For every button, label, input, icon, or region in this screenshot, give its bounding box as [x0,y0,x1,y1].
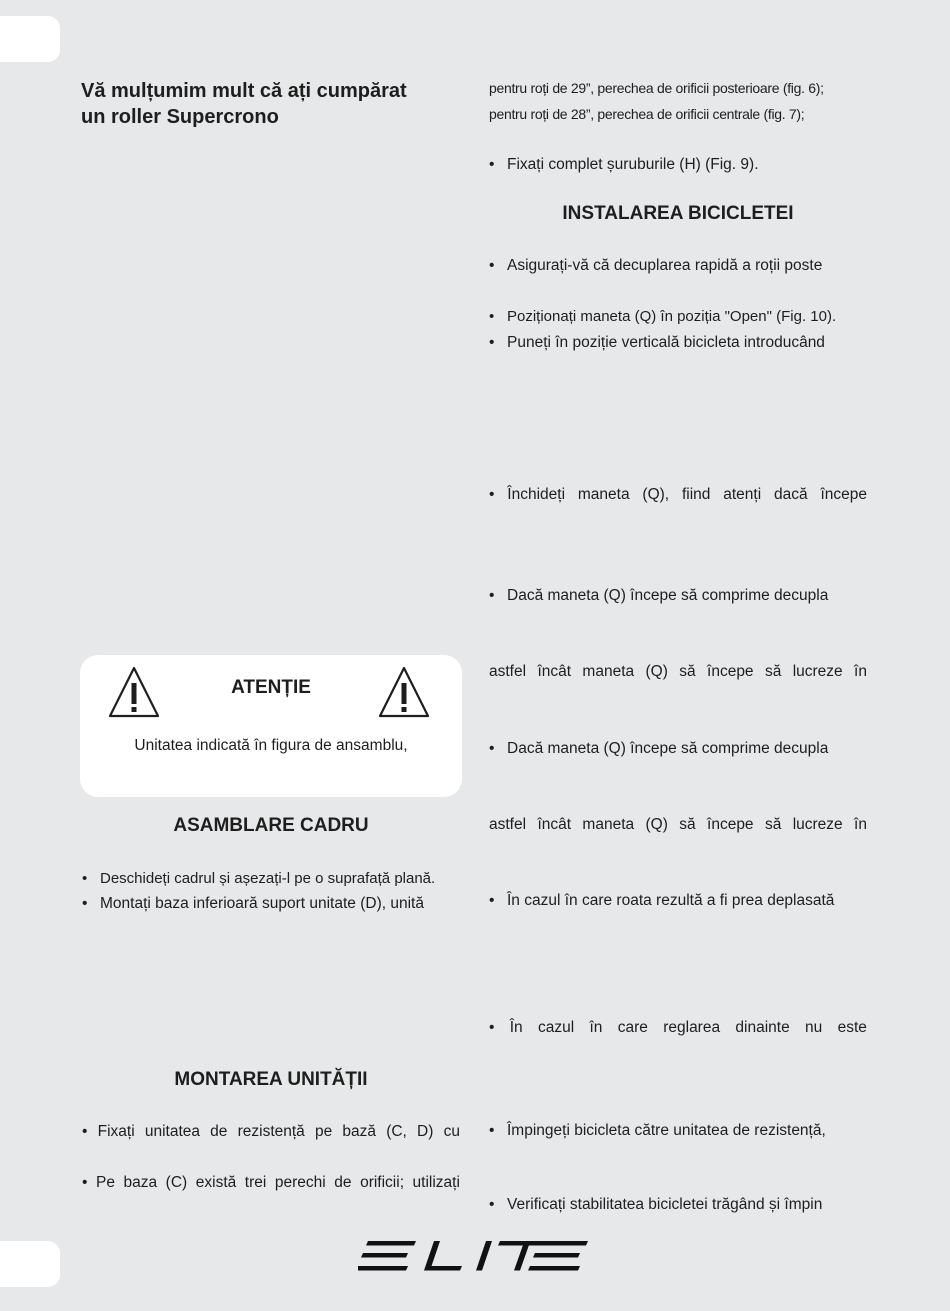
word: să [764,663,782,680]
word: reglarea [663,1019,721,1036]
word: astfel [489,816,527,833]
word: cazul [538,1019,575,1036]
install-bullet-6: • Dacă maneta (Q) începe să comprime decupla [507,740,828,758]
warning-box [80,655,462,797]
install-bullet-7: • În cazul în care roata rezultă a fi prea deplasată [507,892,834,910]
word: astfel [489,663,527,680]
word: (Q), [642,486,670,503]
word: de [210,1123,228,1140]
word: cu [443,1123,460,1140]
elite-logo [358,1239,588,1273]
word: perechi [274,1174,326,1191]
word: rezistență [237,1123,305,1140]
word: care [617,1019,648,1036]
unit-bullet-2 [82,1174,460,1192]
word: (Q) [645,816,668,833]
install-bullet-2: • Poziționați maneta (Q) în poziția "Open" (Fig. 10). [507,308,836,325]
page-tab-top [0,16,60,62]
word: D) [417,1123,434,1140]
wheel-29-line: pentru roți de 29”, perechea de orificii posterioare (fig. 6); [489,80,824,96]
wheel-28-line: pentru roți de 28”, perechea de orificii centrale (fig. 7); [489,106,805,122]
word: maneta [582,816,635,833]
word: Pe [95,1174,115,1191]
word: lucreze [792,663,843,680]
intro-title-line2: un roller Supercrono [81,106,279,128]
word: baza [123,1174,158,1191]
install-para-2 [489,816,867,834]
word: începe [707,663,754,680]
word: trei [244,1174,267,1191]
word: Închideți [507,486,566,503]
word: în [854,816,867,833]
install-bullet-8 [489,1019,867,1037]
word: încât [537,663,572,680]
word: dinainte [735,1019,790,1036]
word: încât [537,816,572,833]
install-bullet-1: • Asigurați-vă că decuplarea rapidă a roții poste [507,257,822,275]
frame-heading: ASAMBLARE CADRU [173,815,369,836]
unit-heading: MONTAREA UNITĂȚII [174,1069,368,1090]
warning-triangle-icon [378,665,430,719]
word: există [195,1174,237,1191]
logo-letters [358,1241,588,1271]
word: în [854,663,867,680]
word: Fixați [97,1123,135,1140]
install-bullet-9: • Împingeți bicicleta către unitatea de rezistență, [507,1122,826,1140]
bullet-dot: • [489,1019,495,1036]
word: fiind [681,486,711,503]
word: unitatea [144,1123,200,1140]
word: pe [314,1123,333,1140]
install-bullet-5: • Dacă maneta (Q) începe să comprime decupla [507,587,828,605]
install-bullet-4 [489,486,867,504]
frame-bullet-2: • Montați baza inferioară suport unitate (D), unită [100,895,424,913]
word: nu [805,1019,823,1036]
fix-screws-bullet: • Fixați complet șuruburile (H) (Fig. 9). [507,156,759,174]
bullet-dot: • [82,1123,88,1140]
word: începe [707,816,754,833]
word: atenți [723,486,762,503]
word: maneta [582,663,635,680]
word: să [679,816,696,833]
word: • [82,1174,88,1191]
word: maneta [577,486,630,503]
word: orificii; [360,1174,404,1191]
intro-title [81,78,407,130]
word: de [334,1174,352,1191]
word: să [679,663,696,680]
warning-text: Unitatea indicată în figura de ansamblu, [134,737,408,754]
word: dacă [773,486,808,503]
warning-title: ATENȚIE [231,677,311,698]
word: începe [820,486,867,503]
install-heading: INSTALAREA BICICLETEI [562,203,794,224]
intro-title-line1: Vă mulțumim mult că ați cumpărat [81,80,407,102]
word: este [837,1019,867,1036]
word: lucreze [792,816,843,833]
bullet-dot: • [489,486,495,503]
install-para-1 [489,663,867,681]
unit-bullet-1 [82,1123,460,1141]
page-tab-bottom [0,1241,60,1287]
word: utilizați [412,1174,460,1191]
word: (Q) [645,663,668,680]
word: în [589,1019,603,1036]
install-bullet-3: • Puneți în poziție verticală bicicleta introducând [507,334,825,352]
word: să [764,816,782,833]
frame-bullet-1: • Deschideți cadrul și așezați-l pe o suprafață plană. [100,870,435,887]
word: (C) [165,1174,188,1191]
word: În [509,1019,523,1036]
install-bullet-10: • Verificați stabilitatea bicicletei trăgând și împin [507,1196,822,1214]
word: (C, [386,1123,407,1140]
word: bază [342,1123,377,1140]
